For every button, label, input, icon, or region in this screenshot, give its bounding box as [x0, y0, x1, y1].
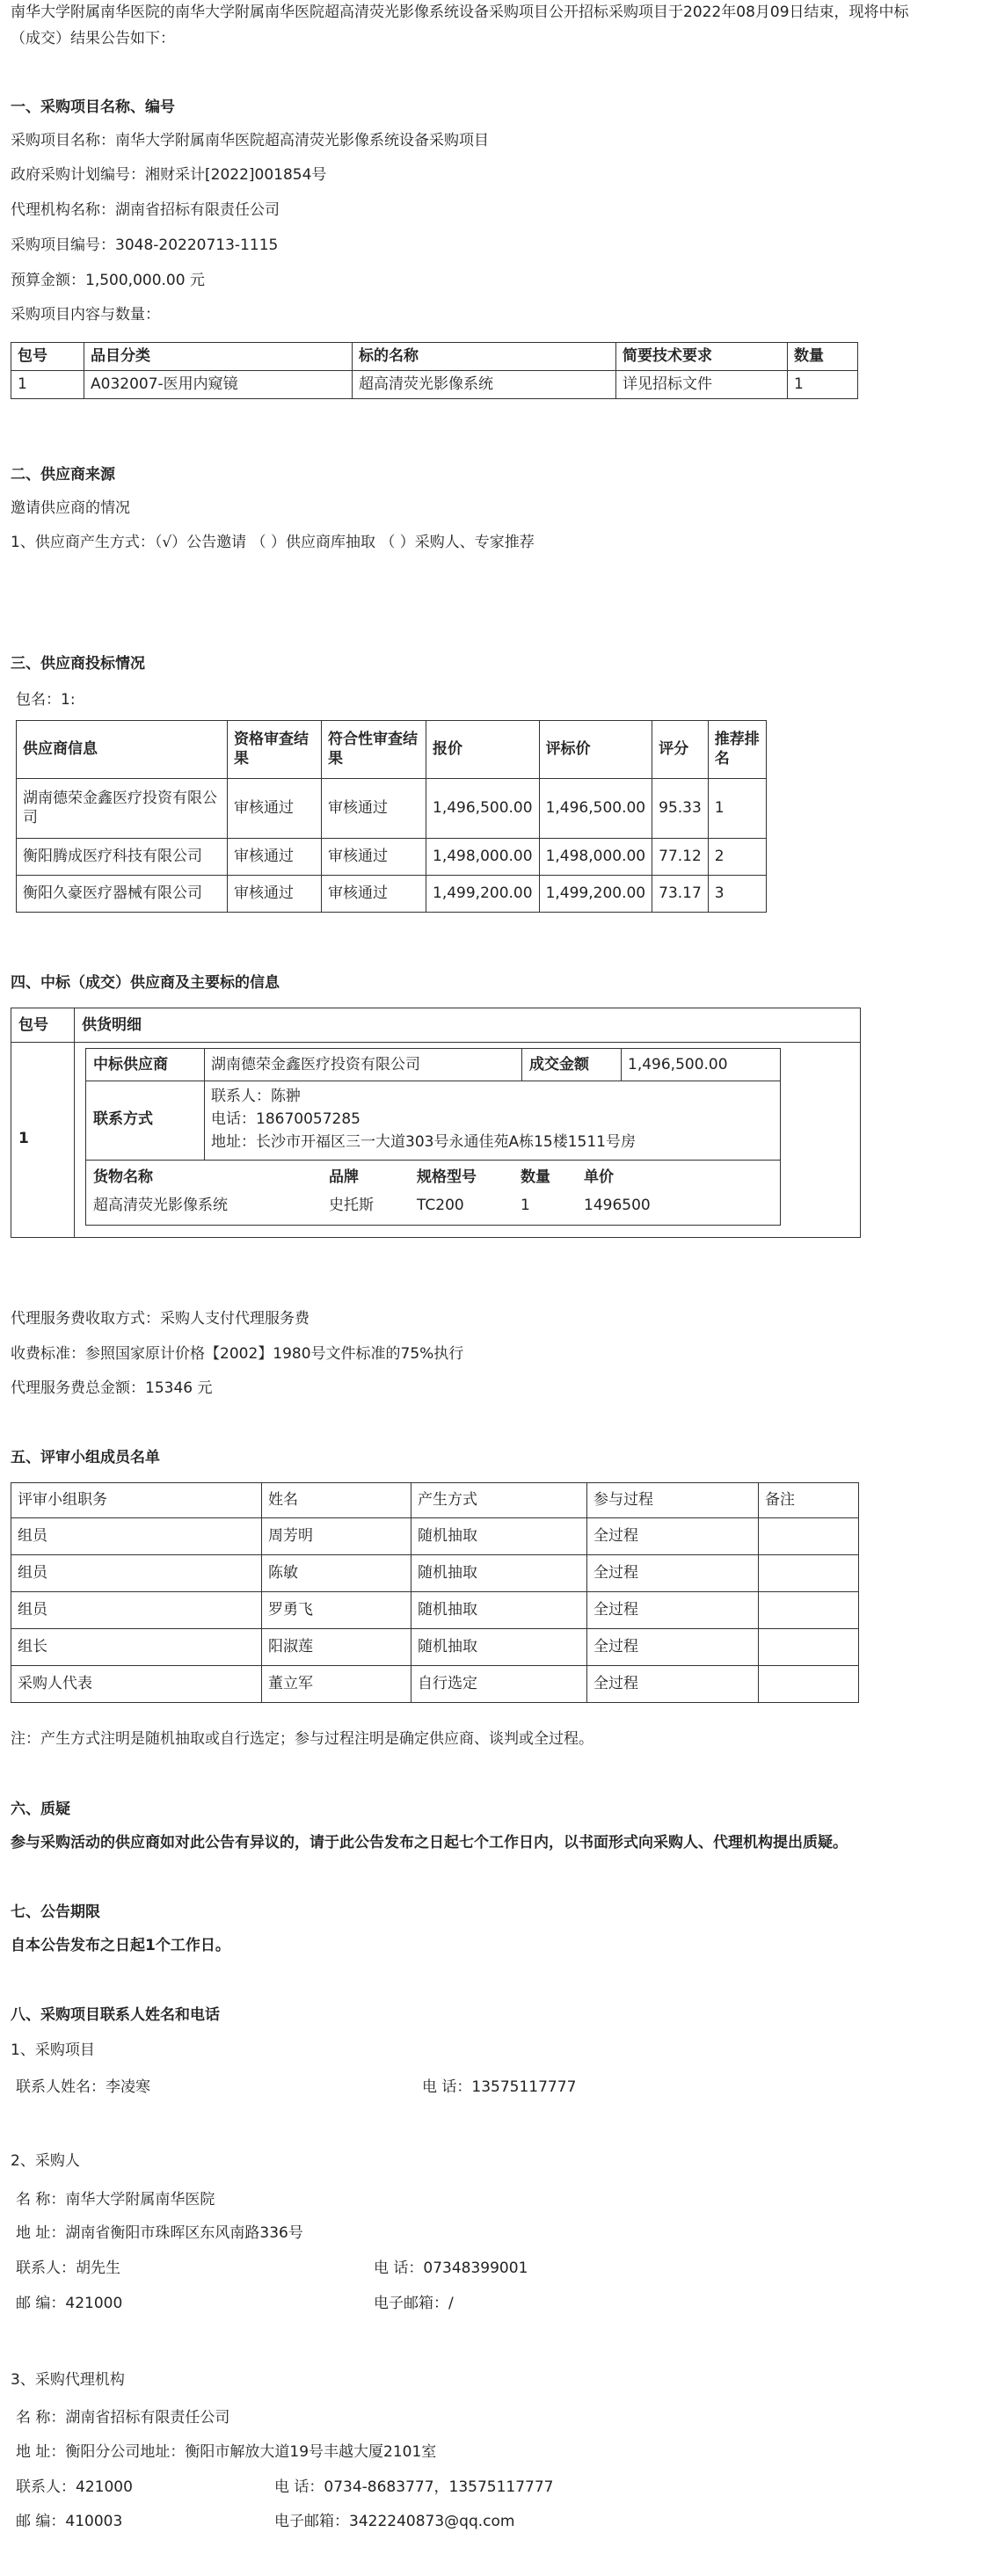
table-cell: 组长 — [11, 1629, 262, 1666]
table-cell: 全过程 — [587, 1518, 759, 1555]
table-header-row — [11, 343, 858, 371]
winner-label: 中标供应商 — [93, 1056, 168, 1073]
table-cell: 随机抽取 — [411, 1555, 587, 1592]
section-8-heading: 八、采购项目联系人姓名和电话 — [11, 2006, 220, 2024]
table-cell: 阳淑莲 — [262, 1629, 411, 1666]
table-cell: 陈敏 — [262, 1555, 411, 1592]
table-cell — [759, 1592, 859, 1629]
table-cell — [759, 1666, 859, 1703]
agency-contact-phone: 电 话：0734-8683777，13575117777 — [274, 2478, 554, 2496]
contact-group-3-title: 3、采购代理机构 — [11, 2371, 125, 2389]
section-2-heading: 二、供应商来源 — [11, 466, 115, 484]
header-cell: 标的名称 — [353, 343, 616, 371]
intro-line-1: 南华大学附属南华医院的南华大学附属南华医院超高清荧光影像系统设备采购项目公开招标采购项目于2022年08月09日结束，现将中标 — [11, 4, 909, 21]
bid-results-table — [16, 720, 767, 913]
table-cell: 审核通过 — [322, 779, 426, 839]
table-cell: 全过程 — [587, 1629, 759, 1666]
table-cell: 95.33 — [652, 779, 709, 839]
table-row — [17, 839, 767, 876]
header-cell: 参与过程 — [587, 1483, 759, 1518]
header-cell: 姓名 — [262, 1483, 411, 1518]
section-6-heading: 六、质疑 — [11, 1801, 70, 1818]
purchaser-name: 名 称：南华大学附属南华医院 — [16, 2191, 215, 2209]
table-cell: 审核通过 — [228, 876, 322, 913]
contact-group-2-title: 2、采购人 — [11, 2152, 80, 2170]
table-cell: 随机抽取 — [411, 1518, 587, 1555]
table-cell: 1,499,200.00 — [539, 876, 652, 913]
header-cell: 包号 — [11, 343, 84, 371]
table-cell: 超高清荧光影像系统 — [353, 371, 616, 399]
table-cell: 衡阳腾成医疗科技有限公司 — [17, 839, 228, 876]
table-cell: 3 — [708, 876, 766, 913]
table-header-row — [17, 721, 767, 779]
amount-label: 成交金额 — [529, 1056, 589, 1073]
table-cell: 全过程 — [587, 1666, 759, 1703]
agency-postcode: 邮 编：410003 — [16, 2513, 123, 2530]
table-cell: 组员 — [11, 1555, 262, 1592]
table-row — [11, 1629, 859, 1666]
table-cell: 自行选定 — [411, 1666, 587, 1703]
table-cell: 全过程 — [587, 1592, 759, 1629]
section-1-heading: 一、采购项目名称、编号 — [11, 98, 175, 116]
table-cell: 1,498,000.00 — [539, 839, 652, 876]
table-row — [11, 1518, 859, 1555]
table-cell: 随机抽取 — [411, 1629, 587, 1666]
table-cell: 详见招标文件 — [616, 371, 788, 399]
goods-header-qty: 数量 — [521, 1168, 550, 1186]
purchaser-email: 电子邮箱：/ — [374, 2295, 454, 2312]
header-cell: 数量 — [788, 343, 858, 371]
table-row — [17, 876, 767, 913]
table-row — [17, 779, 767, 839]
table-cell: 2 — [708, 839, 766, 876]
header-cell: 品目分类 — [84, 343, 353, 371]
table-cell: 组员 — [11, 1518, 262, 1555]
header-cell: 产生方式 — [411, 1483, 587, 1518]
agency-name: 代理机构名称：湖南省招标有限责任公司 — [11, 201, 280, 219]
agency-contact-address: 地 址：衡阳分公司地址：衡阳市解放大道19号丰越大厦2101室 — [16, 2443, 437, 2461]
table-cell: 审核通过 — [322, 876, 426, 913]
table-cell: 1 — [708, 779, 766, 839]
header-cell: 推荐排名 — [708, 721, 766, 779]
header-cell: 报价 — [426, 721, 540, 779]
table-row — [11, 1666, 859, 1703]
section-3-heading: 三、供应商投标情况 — [11, 655, 145, 673]
project-code: 采购项目编号：3048-20220713-1115 — [11, 236, 279, 254]
winner-name: 湖南德荣金鑫医疗投资有限公司 — [211, 1056, 420, 1073]
purchaser-address: 地 址：湖南省衡阳市珠晖区东风南路336号 — [16, 2224, 303, 2242]
table-cell: 衡阳久豪医疗器械有限公司 — [17, 876, 228, 913]
fee-total: 代理服务费总金额：15346 元 — [11, 1379, 213, 1397]
header-cell: 供应商信息 — [17, 721, 228, 779]
table-cell: 周芳明 — [262, 1518, 411, 1555]
table-cell — [759, 1555, 859, 1592]
notice-period-text: 自本公告发布之日起1个工作日。 — [11, 1937, 230, 1954]
header-cell: 评分 — [652, 721, 709, 779]
table-row — [11, 1592, 859, 1629]
committee-table — [11, 1482, 859, 1703]
table-cell: 董立军 — [262, 1666, 411, 1703]
header-cell: 符合性审查结果 — [322, 721, 426, 779]
project-name: 采购项目名称：南华大学附属南华医院超高清荧光影像系统设备采购项目 — [11, 132, 489, 149]
purchaser-postcode: 邮 编：421000 — [16, 2295, 123, 2312]
table-cell: 全过程 — [587, 1555, 759, 1592]
section-4-heading: 四、中标（成交）供应商及主要标的信息 — [11, 974, 280, 992]
table-cell: 罗勇飞 — [262, 1592, 411, 1629]
table-cell: 1 — [788, 371, 858, 399]
table-cell: 组员 — [11, 1592, 262, 1629]
goods-name: 超高清荧光影像系统 — [93, 1197, 228, 1214]
goods-header-name: 货物名称 — [93, 1168, 153, 1186]
committee-note: 注：产生方式注明是随机抽取或自行选定；参与过程注明是确定供应商、谈判或全过程。 — [11, 1730, 593, 1748]
plan-number: 政府采购计划编号：湘财采计[2022]001854号 — [11, 166, 327, 184]
table-row — [11, 371, 858, 399]
table-cell: A032007-医用内窥镜 — [84, 371, 353, 399]
winner-details — [85, 1048, 781, 1226]
header-cell: 资格审查结果 — [228, 721, 322, 779]
header-cell: 评标价 — [539, 721, 652, 779]
header-cell: 简要技术要求 — [616, 343, 788, 371]
contact-address: 地址：长沙市开福区三一大道303号永通佳苑A栋15楼1511号房 — [211, 1133, 636, 1151]
goods-header-brand: 品牌 — [329, 1168, 359, 1186]
goods-qty: 1 — [521, 1197, 530, 1214]
award-pkg-number: 1 — [18, 1130, 29, 1147]
table-cell: 1,499,200.00 — [426, 876, 540, 913]
supplier-source-line-1: 邀请供应商的情况 — [11, 499, 130, 517]
table-cell: 湖南德荣金鑫医疗投资有限公司 — [17, 779, 228, 839]
agency-contact-person: 联系人：421000 — [16, 2478, 133, 2496]
amount-value: 1,496,500.00 — [628, 1056, 728, 1073]
header-cell: 备注 — [759, 1483, 859, 1518]
purchaser-phone: 电 话：07348399001 — [374, 2259, 528, 2277]
supplier-source-line-2: 1、供应商产生方式：（√）公告邀请 （ ）供应商库抽取 （ ）采购人、专家推荐 — [11, 534, 535, 551]
table-cell: 1,498,000.00 — [426, 839, 540, 876]
contact-phone: 电话：18670057285 — [211, 1110, 360, 1128]
agency-email: 电子邮箱：3422240873@qq.com — [274, 2513, 515, 2530]
award-pkg-header: 包号 — [18, 1016, 48, 1034]
table-header-row — [11, 1483, 859, 1518]
contact-group-1-title: 1、采购项目 — [11, 2041, 95, 2059]
content-label: 采购项目内容与数量： — [11, 306, 160, 324]
table-cell: 77.12 — [652, 839, 709, 876]
table-cell: 随机抽取 — [411, 1592, 587, 1629]
fee-standard: 收费标准：参照国家原计价格【2002】1980号文件标准的75%执行 — [11, 1345, 464, 1363]
section-5-heading: 五、评审小组成员名单 — [11, 1449, 160, 1466]
agency-contact-name: 名 称：湖南省招标有限责任公司 — [16, 2409, 230, 2427]
table-cell: 1,496,500.00 — [426, 779, 540, 839]
award-table — [11, 1008, 861, 1238]
intro-line-2: （成交）结果公告如下： — [11, 30, 175, 47]
goods-price: 1496500 — [584, 1197, 651, 1214]
goods-header-model: 规格型号 — [417, 1168, 477, 1186]
contact-person: 联系人：陈翀 — [211, 1088, 301, 1105]
table-cell: 审核通过 — [322, 839, 426, 876]
fee-method: 代理服务费收取方式：采购人支付代理服务费 — [11, 1310, 309, 1328]
table-cell: 采购人代表 — [11, 1666, 262, 1703]
purchaser-contact: 联系人：胡先生 — [16, 2259, 120, 2277]
table-cell: 73.17 — [652, 876, 709, 913]
objection-text: 参与采购活动的供应商如对此公告有异议的，请于此公告发布之日起七个工作日内，以书面形式向采购人、代理机构提出质疑。 — [11, 1834, 848, 1852]
table-row — [11, 1555, 859, 1592]
contact-label: 联系方式 — [93, 1110, 153, 1128]
table-cell: 1,496,500.00 — [539, 779, 652, 839]
table-cell: 审核通过 — [228, 779, 322, 839]
package-name: 包名：1: — [16, 691, 76, 709]
goods-model: TC200 — [417, 1197, 464, 1214]
section-7-heading: 七、公告期限 — [11, 1903, 100, 1921]
project-contact-phone: 电 话：13575117777 — [422, 2078, 577, 2096]
goods-brand: 史托斯 — [329, 1197, 374, 1214]
goods-header-price: 单价 — [584, 1168, 614, 1186]
table-cell — [759, 1518, 859, 1555]
project-items-table — [11, 342, 858, 399]
project-contact-name: 联系人姓名：李凌寒 — [16, 2078, 150, 2096]
budget-amount: 预算金额：1,500,000.00 元 — [11, 272, 205, 289]
table-cell: 1 — [11, 371, 84, 399]
award-detail-header: 供货明细 — [82, 1016, 142, 1034]
header-cell: 评审小组职务 — [11, 1483, 262, 1518]
table-cell: 审核通过 — [228, 839, 322, 876]
table-cell — [759, 1629, 859, 1666]
